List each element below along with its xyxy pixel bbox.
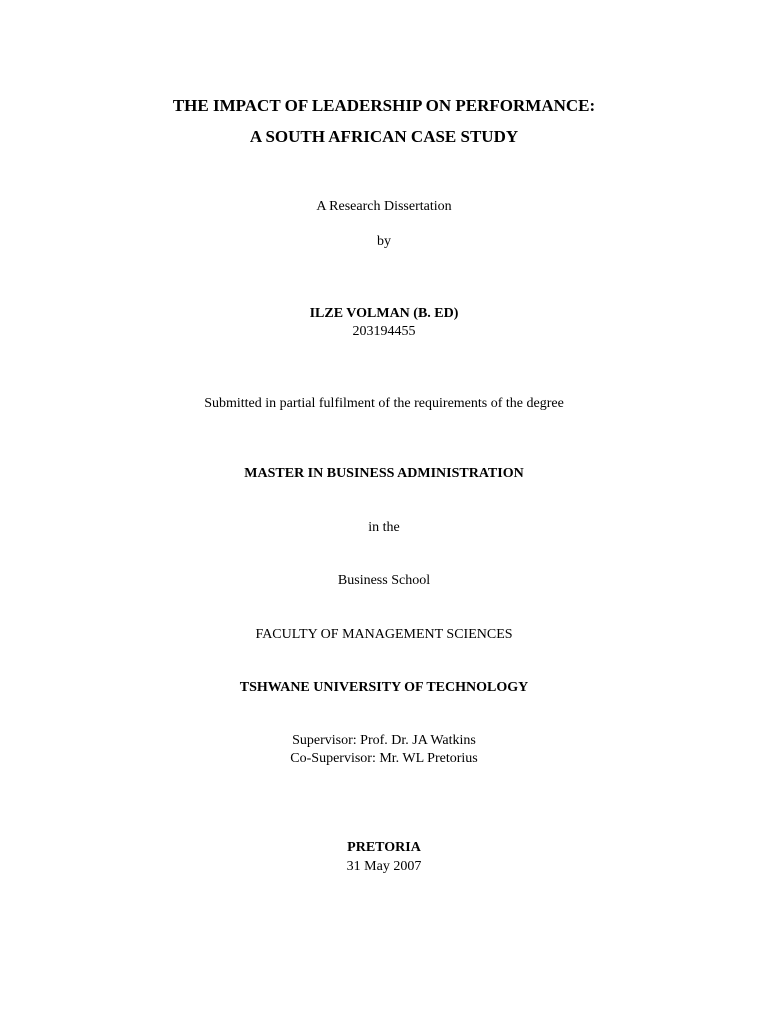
author-name: ILZE VOLMAN (B. ED) <box>309 306 459 321</box>
date: 31 May 2007 <box>346 859 422 874</box>
document-type: A Research Dissertation <box>316 199 452 214</box>
supervisor: Supervisor: Prof. Dr. JA Watkins <box>292 733 476 748</box>
university-name: TSHWANE UNIVERSITY OF TECHNOLOGY <box>239 680 529 695</box>
degree-name: MASTER IN BUSINESS ADMINISTRATION <box>244 466 524 481</box>
title-line-1: THE IMPACT OF LEADERSHIP ON PERFORMANCE: <box>172 96 596 115</box>
co-supervisor: Co-Supervisor: Mr. WL Pretorius <box>290 751 478 766</box>
faculty-name: FACULTY OF MANAGEMENT SCIENCES <box>255 627 513 642</box>
title-line-2: A SOUTH AFRICAN CASE STUDY <box>249 127 519 146</box>
submission-statement: Submitted in partial fulfilment of the requirements of the degree <box>204 396 564 411</box>
by-label: by <box>377 234 391 249</box>
school-name: Business School <box>337 573 431 588</box>
student-number: 203194455 <box>352 324 416 339</box>
in-the-label: in the <box>368 520 400 535</box>
city: PRETORIA <box>347 840 421 855</box>
